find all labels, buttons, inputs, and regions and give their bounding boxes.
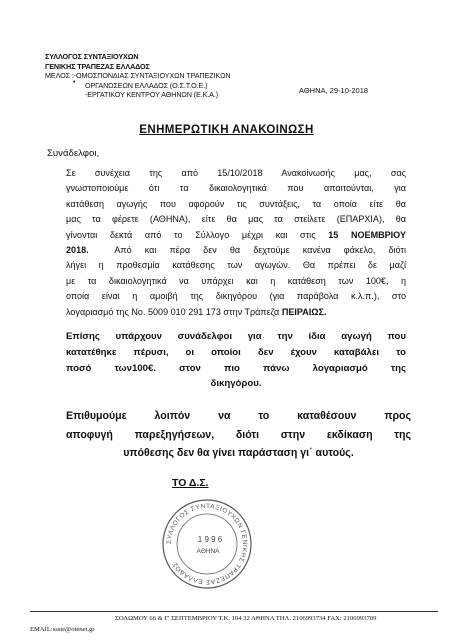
text-line: με τα δικαιολογητικά να υπάρχει και η κατάθεση των 100€, η bbox=[66, 275, 406, 286]
footer-divider bbox=[30, 611, 438, 612]
paragraph-deadline bbox=[66, 166, 406, 320]
org-name-line2: ΓΕΝΙΚΗΣ ΤΡΑΠΕΖΑΣ ΕΛΛΑΔΟΣ bbox=[45, 61, 150, 71]
text-line: Επιθυμούμε λοιπόν να το καταθέσουν προς bbox=[66, 410, 411, 422]
text-segment: Από και πέρα δεν θα δεχτούμε κανένα φάκελο, διότι bbox=[114, 245, 406, 256]
letter-date: ΑΘΗΝΑ, 29-10-2018 bbox=[299, 86, 369, 95]
letterhead bbox=[45, 52, 230, 100]
member-line1: ΜΕΛΟΣ :-ΟΜΟΣΠΟΝΔΙΑΣ ΣΥΝΤΑΞΙΟΥΧΩΝ ΤΡΑΠΕΖΙΚΩΝ bbox=[45, 71, 231, 81]
text-line: γνωστοποιούμε ότι τα δικαιολογητικά που απαιτούνται, για bbox=[66, 183, 406, 194]
paragraph-outstanding-fee bbox=[66, 329, 406, 392]
deadline-date: 15 ΝΟΕΜΒΡΙΟΥ bbox=[328, 229, 407, 240]
association-stamp bbox=[160, 497, 254, 591]
text-line: κατάθεση αγωγής που αφορούν τις συντάξεις, τα οποία είτε θα bbox=[66, 198, 406, 209]
bullet-mark-icon: • bbox=[73, 79, 76, 86]
text-line bbox=[66, 228, 406, 243]
greeting: Συνάδελφοι, bbox=[47, 148, 100, 159]
text-line: Επίσης υπάρχουν συνάδελφοι για την ίδια αγωγή που bbox=[66, 331, 406, 342]
text-line: λήγει η προθεσμία κατάθεσης των αγωγών. Θα πρέπει δε μαζί bbox=[66, 260, 406, 271]
text-line: υπόθεσης δεν θα γίνει παράσταση γι΄ αυτούς. bbox=[123, 447, 354, 459]
text-line: αποφυγή παρεξηγήσεων, διότι στην εκδίκαση της bbox=[66, 428, 411, 441]
text-line: Σε συνέχεια της από 15/10/2018 Ανακοίνωσής μας, σας bbox=[66, 168, 406, 178]
stamp-city: ΑΘΗΝΑ bbox=[196, 548, 220, 555]
bank-name: ΠΕΙΡΑΙΩΣ. bbox=[281, 306, 327, 317]
signature-board: ΤΟ Δ.Σ. bbox=[172, 477, 209, 489]
text-line: ποσό των100€. στον πιο πάνω λογαριασμό της bbox=[66, 362, 406, 374]
text-line: κατατέθηκε πέρυσι, οι οποίοι δεν έχουν καταβάλει το bbox=[66, 346, 406, 358]
stamp-ring-text: ΣΥΛΛΟΓΟΣ ΣΥΝΤΑΞΙΟΥΧΩΝ ΓΕΝΙΚΗΣ ΤΡΑΠΕΖΑΣ ΕΛΛΑΔΟΣ bbox=[165, 502, 249, 586]
paragraph-request bbox=[66, 407, 411, 463]
member-line3: -ΕΡΓΑΤΙΚΟΥ ΚΕΝΤΡΟΥ ΑΘΗΝΩΝ (Ε.Κ.Α.) bbox=[85, 90, 219, 100]
deadline-year: 2018. bbox=[66, 245, 89, 256]
text-line: δικηγόρου. bbox=[210, 378, 262, 390]
text-segment: λογαριασμό της No. 5009 010 291 173 στην Τράπεζα bbox=[66, 306, 280, 317]
footer-email: EMAIL:ssste@otenet.gr bbox=[30, 626, 95, 633]
text-line bbox=[66, 305, 406, 320]
text-segment: γίνονται δεκτά από το Σύλλογο μέχρι και στις bbox=[66, 229, 316, 240]
stamp-seal-icon bbox=[160, 497, 254, 591]
member-line2: ΟΡΓΑΝΩΣΕΩΝ ΕΛΛΑΔΟΣ (Ο.Σ.Τ.Ο.Ε.) bbox=[85, 80, 208, 90]
stamp-year: 1 9 9 6 bbox=[197, 535, 223, 544]
text-line: μας τα φέρετε (ΑΘΗΝΑ), είτε θα μας τα στείλετε (ΕΠΑΡΧΙΑ), θα bbox=[66, 214, 406, 225]
org-name-line1: ΣΥΛΛΟΓΟΣ ΣΥΝΤΑΞΙΟΥΧΩΝ bbox=[45, 52, 139, 61]
text-line: οποία είναι η αμοιβή της δικηγόρου (για παράβολα κ.λ.π.), στο bbox=[66, 291, 406, 302]
announcement-title: ΕΝΗΜΕΡΩΤΙΚΗ ΑΝΑΚΟΙΝΩΣΗ bbox=[139, 124, 314, 136]
text-line bbox=[66, 243, 406, 258]
footer-address: ΣΟΛΩΜΟΥ 66 & Γ' ΣΕΠΤΕΜΒΡΙΟΥ Τ.Κ. 104 32 ΑΘΗΝΑ ΤΗΛ. 2106993734 FAX: 2106993709 bbox=[115, 615, 377, 622]
